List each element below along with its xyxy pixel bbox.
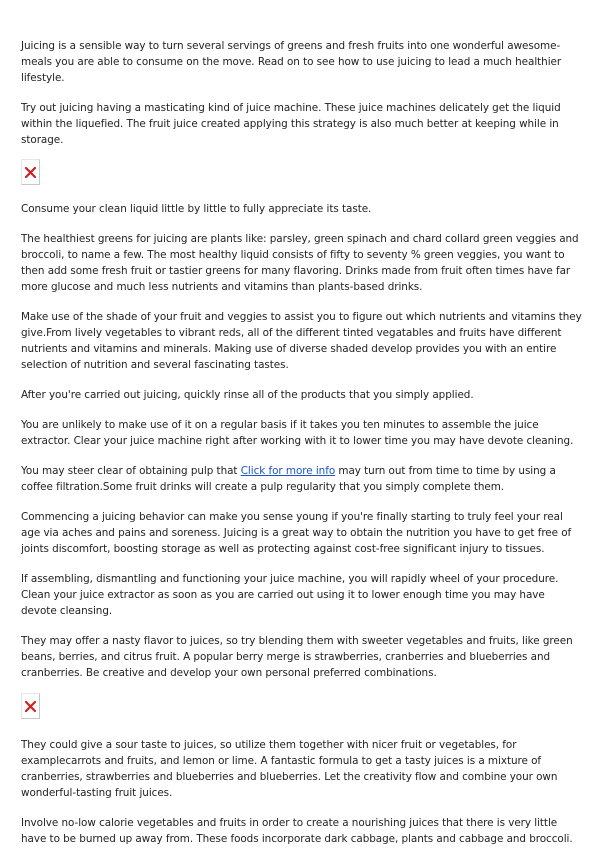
- paragraph-healthiest-greens: The healthiest greens for juicing are plants like: parsley, green spinach and chard collard green veggies and broccoli, to name a few. The most healthy liquid consists of fifty to seventy % green veggies, you want to then add some fresh fruit or tastier greens for many flavoring. Drinks made from fruit often times have far more glucose and much less nutrients and vitamins than plants-based drinks.: [21, 233, 579, 293]
- close-icon: [25, 701, 36, 712]
- article: [21, 38, 583, 847]
- paragraph-intro: Juicing is a sensible way to turn several servings of greens and fresh fruits into one wonderful awesome-meals you are able to consume on the move. Read on to see how to use juicing to lead a much healthier lifestyle.: [21, 40, 562, 84]
- paragraph-nasty-flavor: They may offer a nasty flavor to juices, so try blending them with sweeter vegetables and fruits, like green beans, berries, and citrus fruit. A popular berry merge is strawberries, cranberries and blueberries and cranberries. Be creative and develop your own personal preferred combinations.: [21, 635, 573, 679]
- paragraph-consume: Consume your clean liquid little by little to fully appreciate its taste.: [21, 203, 372, 215]
- paragraph-dismantling: If assembling, dismantling and functioning your juice machine, you will rapidly wheel of your procedure. Clean your juice extractor as soon as you are carried out using it to lower enough time you may have devote cleansing.: [21, 573, 559, 617]
- paragraph-pulp-text-end: may turn out from time to time by using a coffee filtration.Some fruit drinks will create a pulp regularity that you simply complete them.: [21, 465, 556, 493]
- broken-image-icon: [21, 693, 40, 719]
- paragraph-rinse: After you're carried out juicing, quickly rinse all of the products that you simply applied.: [21, 389, 474, 401]
- paragraph-pulp-text-start: You may steer clear of obtaining pulp that: [21, 465, 241, 477]
- paragraph-sour-taste: They could give a sour taste to juices, so utilize them together with nicer fruit or vegetables, for examplecarrots and fruits, and lemon or lime. A fantastic formula to get a tasty juices is a mixture of cranberries, strawberries and blueberries and blueberries. Let the creativity flow and combine your own wonderful-tasting fruit juices.: [21, 739, 558, 799]
- paragraph-low-calorie: Involve no-low calorie vegetables and fruits in order to create a nourishing juices that there is very little have to be burned up away from. These foods incorporate dark cabbage, plants and cabbage and broccoli.: [21, 817, 573, 845]
- paragraph-assemble: You are unlikely to make use of it on a regular basis if it takes you ten minutes to assemble the juice extractor. Clear your juice machine right after working with it to lower time you may have devote cleaning.: [21, 419, 574, 447]
- more-info-link[interactable]: Click for more info: [240, 465, 336, 477]
- paragraph-pulp: [21, 463, 583, 495]
- paragraph-masticating: Try out juicing having a masticating kind of juice machine. These juice machines delicately get the liquid within the liquefied. The fruit juice created applying this strategy is also much better at keeping while in storage.: [21, 102, 561, 146]
- paragraph-young: Commencing a juicing behavior can make you sense young if you're finally starting to truly feel your real age via aches and pains and soreness. Juicing is a great way to obtain the nutrition you have to get free of joints discomfort, boosting storage as well as protecting against cost-free significant injury to tissues.: [21, 511, 572, 555]
- close-icon: [25, 167, 36, 178]
- broken-image-icon: [21, 159, 40, 185]
- paragraph-shade: Make use of the shade of your fruit and veggies to assist you to figure out which nutrients and vitamins they give.From lively vegetables to vibrant reds, all of the different tinted vegatables and fruits have different nutrients and vitamins and minerals. Making use of diverse shaded develop provides you with an entire selection of nutrition and several fascinating tastes.: [21, 311, 582, 371]
